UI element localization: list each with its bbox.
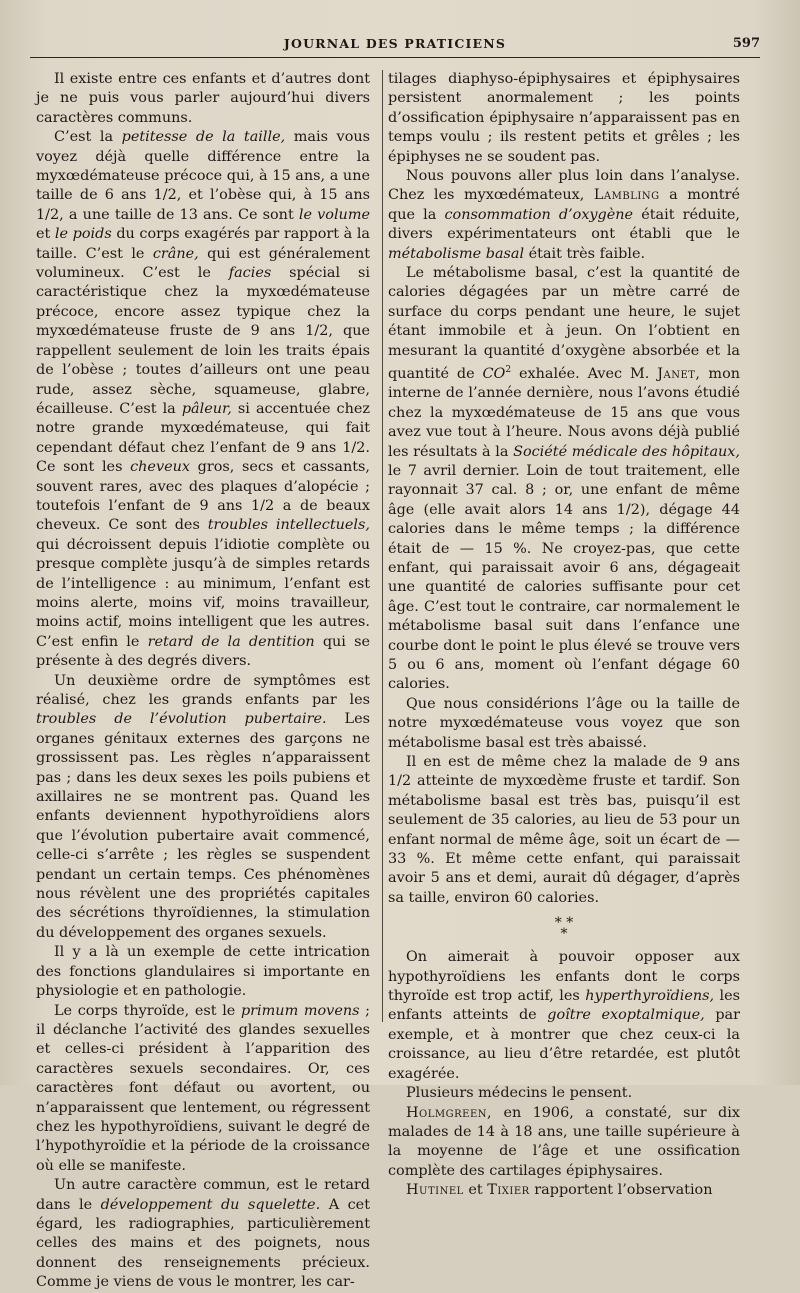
column-divider <box>382 70 383 1022</box>
paragraph: Un deuxième ordre de symptômes est réalisé, chez les grands enfants par les troubles de l’évolution pubertaire. Les organes génitaux externes des garçons ne grossissent pas. Les règles n’apparaissent pas ; dans les deux sexes les poils pubiens et axillaires ne se montrent pas. Quand les enfants deviennent hypothyroïdiens alors que l’évolution pubertaire avait commencé, celle-ci s’arrête ; les règles se suspendent pendant un certain temps. Ces phénomènes nous révèlent une des propriétés capitales des sécrétions thyroïdiennes, la stimulation du développement des organes sexuels. <box>36 672 370 941</box>
left-column <box>36 70 370 1293</box>
journal-title: JOURNAL DES PRATICIENS <box>283 36 507 51</box>
paragraph: Plusieurs médecins le pensent. <box>406 1085 633 1102</box>
section-separator: * * * <box>554 915 574 943</box>
page-header <box>30 30 760 60</box>
paragraph: Nous pouvons aller plus loin dans l’analyse. Chez les myxœdémateux, Lambling a montré que la consommation d’oxygène était réduite, divers expérimentateurs ont établi que le métabolisme basal était très faible. <box>388 168 740 262</box>
paragraph: C’est la petitesse de la taille, mais vous voyez déjà quelle différence entre la myxœdémateuse précoce qui, à 15 ans, a une taille de 6 ans 1/2, et l’obèse qui, à 15 ans 1/2, a une taille de 13 ans. Ce sont le volume et le poids du corps exagérés par rapport à la taille. C’est le crâne, qui est généralement volumineux. C’est le facies spécial si caractéristique chez la myxœdémateuse précoce, encore assez typique chez la myxœdémateuse fruste de 9 ans 1/2, que rappellent seulement de loin les traits épais de l’obèse ; toutes d’ailleurs ont une peau rude, assez sèche, squameuse, glabre, écailleuse. C’est la pâleur, si accentuée chez notre grande myxœdémateuse, qui fait cependant défaut chez l’enfant de 9 ans 1/2. Ce sont les cheveux gros, secs et cassants, souvent rares, avec des plaques d’alopécie ; toutefois l’enfant de 9 ans 1/2 a de beaux cheveux. Ce sont des troubles intellectuels, qui décroissent depuis l’idiotie complète ou presque complète jusqu’à de simples retards de l’intelligence : au minimum, l’enfant est moins alerte, moins vif, moins travailleur, moins actif, moins intelligent que les autres. C’est enfin le retard de la dentition qui se présente à des degrés divers. <box>36 129 371 670</box>
page-number: 597 <box>732 36 760 51</box>
paragraph: Holmgreen, en 1906, a constaté, sur dix malades de 14 à 18 ans, une taille supérieure à la moyenne de l’âge et une ossification complète des cartilages épiphysaires. <box>388 1104 740 1179</box>
paragraph: tilages diaphyso-épiphysaires et épiphysaires persistent anormalement ; les points d’ossification épiphysaire n’apparaissent pas en temps voulu ; ils restent petits et grêles ; les épiphyses ne se soudent pas. <box>388 71 740 165</box>
paragraph: Le corps thyroïde, est le primum movens ; il déclanche l’activité des glandes sexuelles et celles-ci président à l’apparition des caractères sexuels secondaires. Or, ces caractères font défaut ou avortent, ou n’apparaissent que lentement, ou régressent chez les hypothyroïdiens, suivant le degré de l’hypothyroïdie et la période de la croissance où elle se manifeste. <box>36 1002 370 1174</box>
paragraph: Il existe entre ces enfants et d’autres dont je ne puis vous parler aujourd’hui divers caractères communs. <box>36 71 370 126</box>
paragraph: Hutinel et Tixier rapportent l’observation <box>406 1182 713 1199</box>
paragraph: Le métabolisme basal, c’est la quantité de calories dégagées par un mètre carré de surface du corps pendant une heure, le sujet étant immobile et à jeun. On l’obtient en mesurant la quantité d’oxygène absorbée et la quantité de $CO^2$ exhalée. Avec M. Janet, mon interne de l’année dernière, nous l’avons étudié chez la myxœdémateuse de 15 ans que vous avez vue tout à l’heure. Nous avons déjà publié les résultats à la Société médicale des hôpitaux, le 7 avril dernier. Loin de tout traitement, elle rayonnait 37 cal. 8 ; or, une enfant de même âge (elle avait alors 14 ans 1/2), dégage 44 calories dans le même temps ; la différence était de — 15 %. Ne croyez-pas, que cette enfant, qui paraissait avoir 6 ans, dégageait une quantité de calories suffisante pour cet âge. C’est tout le contraire, car normalement le métabolisme basal suit dans l’enfance une courbe dont le point le plus élevé se trouve vers 5 ou 6 ans, moment où l’enfant dégage 60 calories. <box>388 265 740 693</box>
paragraph: Un autre caractère commun, est le retard dans le développement du squelette. A cet égard, les radiographies, particulièrement celles des mains et des poignets, nous donnent des renseignements précieux. Comme je viens de vous le montrer, les car- <box>36 1177 370 1291</box>
header-rule <box>30 57 760 58</box>
paragraph: Que nous considérions l’âge ou la taille de notre myxœdémateuse vous voyez que son métabolisme basal est très abaissé. <box>388 695 740 751</box>
paragraph: Il en est de même chez la malade de 9 ans 1/2 atteinte de myxœdème fruste et tardif. Son métabolisme basal est très bas, puisqu’il est seulement de 35 calories, au lieu de 53 pour un enfant normal de même âge, soit un écart de — 33 %. Et même cette enfant, qui paraissait avoir 5 ans et demi, aurait dû dégager, d’après sa taille, environ 60 calories. <box>388 754 740 906</box>
paragraph: On aimerait à pouvoir opposer aux hypothyroïdiens les enfants dont le corps thyroïde est trop actif, les hyperthyroïdiens, les enfants atteints de goître exoptalmique, par exemple, et à montrer que chez ceux-ci la croissance, au lieu d’être retardée, est plutôt exagérée. <box>388 949 740 1082</box>
paragraph: Il y a là un exemple de cette intrication des fonctions glandulaires si importante en physiologie et en pathologie. <box>36 944 370 1000</box>
right-column <box>388 70 740 1201</box>
